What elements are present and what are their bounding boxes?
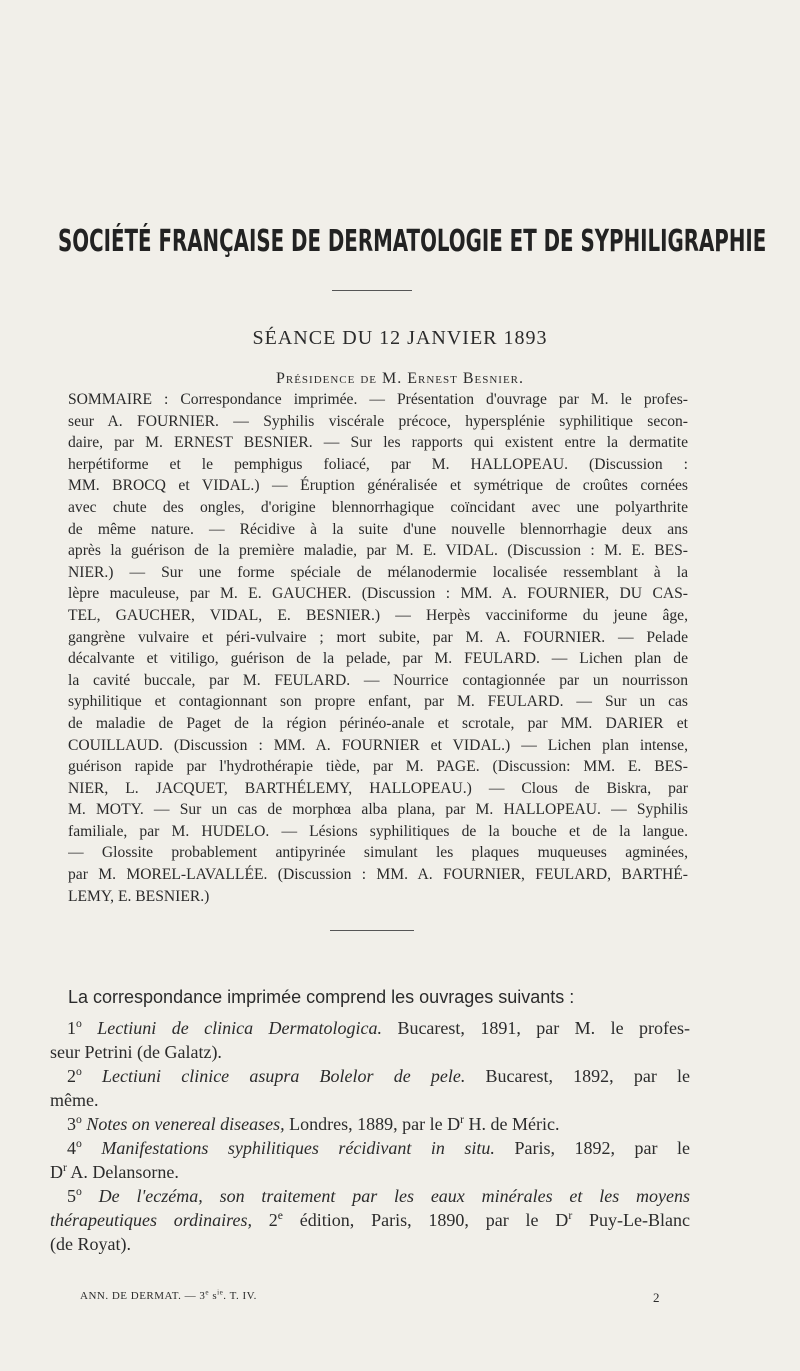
sommaire-line: COUILLAUD. (Discussion : MM. A. FOURNIER et VIDAL.) — Lichen plan intense, xyxy=(68,736,688,754)
sommaire-line: avec chute des ongles, d'origine blennorrhagique coïncidant avec une polyarthrite xyxy=(68,498,688,516)
sommaire-line: par M. MOREL-LAVALLÉE. (Discussion : MM. A. FOURNIER, FEULARD, BARTHÉ- xyxy=(68,866,688,884)
sommaire-line: familiale, par M. HUDELO. — Lésions syphilitiques de la bouche et de la langue. xyxy=(68,822,688,840)
work-continuation: même. xyxy=(50,1090,99,1110)
sommaire-line: décalvante et vitiligo, guérison de la pelade, par M. FEULARD. — Lichen plan de xyxy=(68,650,688,668)
work-continuation: (de Royat). xyxy=(50,1234,131,1254)
work-item: 4$^o$ Manifestations syphilitiques récidivant in situ. Paris, 1892, par le xyxy=(67,1137,690,1158)
work-item: 3$^o$ Notes on venereal diseases, Londres, 1889, par le $D^r$ H. de Méric. xyxy=(67,1113,560,1134)
sommaire-line: la cavité buccale, par M. FEULARD. — Nourrice contagionnée par un nourrisson xyxy=(68,671,688,689)
sommaire-paragraph xyxy=(68,389,688,907)
title-divider xyxy=(332,290,412,291)
sommaire-line: SOMMAIRE : Correspondance imprimée. — Présentation d'ouvrage par M. le profes- xyxy=(68,391,688,408)
seance-heading: SÉANCE DU 12 JANVIER 1893 xyxy=(252,327,548,349)
journal-reference: ANN. DE DERMAT. — 3e $s^{ie}$. T. IV. xyxy=(80,1288,257,1302)
work-continuation: seur Petrini (de Galatz). xyxy=(50,1042,222,1062)
sommaire-line: herpétiforme et le pemphigus foliacé, par M. HALLOPEAU. (Discussion : xyxy=(68,455,688,473)
work-title: De l'eczéma, son traitement par les eaux minérales et les moyens xyxy=(98,1186,690,1206)
work-item: 2$^o$ Lectiuni clinice asupra Bolelor de pele. Bucarest, 1892, par le xyxy=(67,1065,690,1086)
sommaire-line: NIER.) — Sur une forme spéciale de mélanodermie localisée ressemblant à la xyxy=(68,563,688,581)
sommaire-line: guérison rapide par l'hydrothérapie tiède, par M. PAGE. (Discussion: MM. E. BES- xyxy=(68,758,688,776)
work-title: Lectiuni de clinica Dermatologica. xyxy=(97,1018,383,1038)
work-title: Manifestations syphilitiques récidivant in situ. xyxy=(101,1138,495,1158)
sommaire-line: daire, par M. ERNEST BESNIER. — Sur les rapports qui existent entre la dermatite xyxy=(68,434,688,452)
presidence-line: Présidence de M. Ernest Besnier. xyxy=(275,370,525,387)
work-title: Lectiuni clinice asupra Bolelor de pele. xyxy=(102,1066,466,1086)
sommaire-line: seur A. FOURNIER. — Syphilis viscérale précoce, hypersplénie syphilitique secon- xyxy=(68,412,688,430)
sommaire-line: LEMY, E. BESNIER.) xyxy=(68,887,210,905)
section-divider xyxy=(330,930,414,931)
correspondance-intro: La correspondance imprimée comprend les ouvrages suivants : xyxy=(68,987,575,1007)
work-title: Notes on venereal diseases, xyxy=(86,1114,285,1134)
society-title: SOCIÉTÉ FRANÇAISE DE DERMATOLOGIE ET DE SYPHILIGRAPHIE xyxy=(58,224,767,259)
work-item: 1$^o$ Lectiuni de clinica Dermatologica. Bucarest, 1891, par M. le profes- xyxy=(67,1017,690,1038)
work-item: 5$^o$ De l'eczéma, son traitement par les eaux minérales et les moyens xyxy=(67,1185,690,1206)
sommaire-line: lèpre maculeuse, par M. E. GAUCHER. (Discussion : MM. A. FOURNIER, DU CAS- xyxy=(68,585,688,603)
sommaire-line: syphilitique et contagionnant son propre enfant, par M. FEULARD. — Sur un cas xyxy=(68,693,688,711)
works-list xyxy=(50,1016,690,1256)
sommaire-line: gangrène vulvaire et péri-vulvaire ; mort subite, par M. A. FOURNIER. — Pelade xyxy=(68,628,688,646)
sommaire-line: M. MOTY. — Sur un cas de morphœa alba plana, par M. HALLOPEAU. — Syphilis xyxy=(68,801,688,819)
sommaire-line: après la guérison de la première maladie, par M. E. VIDAL. (Discussion : M. E. BES- xyxy=(68,542,688,560)
work-continuation: thérapeutiques ordinaires, 2e édition, Paris, 1890, par le $D^r$ Puy-Le-Blanc xyxy=(50,1209,690,1230)
work-continuation: $D^r$ A. Delansorne. xyxy=(50,1161,179,1182)
sommaire-line: TEL, GAUCHER, VIDAL, E. BESNIER.) — Herpès vacciniforme du jeune âge, xyxy=(68,606,688,624)
page-number: 2 xyxy=(653,1290,660,1305)
sommaire-line: de même nature. — Récidive à la suite d'une nouvelle blennorrhagie deux ans xyxy=(68,520,688,538)
sommaire-line: NIER, L. JACQUET, BARTHÉLEMY, HALLOPEAU.) — Clous de Biskra, par xyxy=(68,779,688,797)
sommaire-line: de maladie de Paget de la région périnéo-anale et scrotale, par MM. DARIER et xyxy=(68,714,688,732)
sommaire-line: — Glossite probablement antipyrinée simulant les plaques muqueuses agminées, xyxy=(68,844,688,862)
sommaire-line: MM. BROCQ et VIDAL.) — Éruption généralisée et symétrique de croûtes cornées xyxy=(68,477,688,495)
